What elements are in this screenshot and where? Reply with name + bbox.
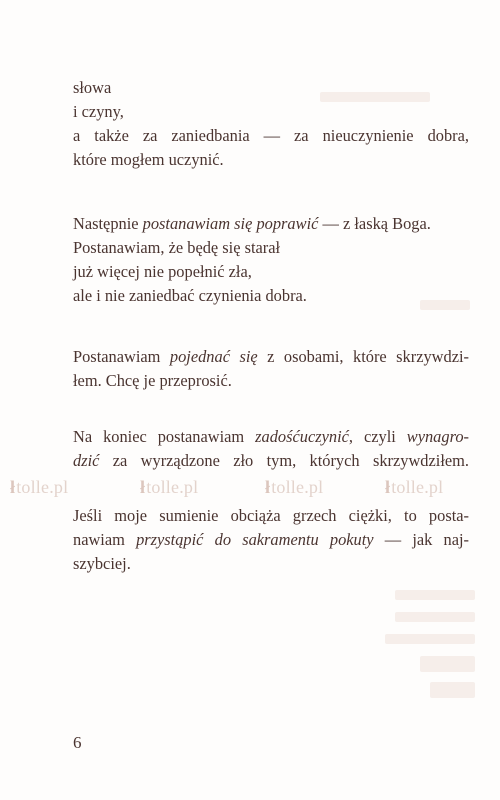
ghost-text <box>385 634 475 644</box>
text-line <box>73 148 469 172</box>
text-line <box>73 552 469 576</box>
text-run: Jeśli moje sumienie obciąża grzech ciężki, to posta- <box>73 506 469 525</box>
text-run: Następnie <box>73 214 143 233</box>
ghost-text <box>395 590 475 600</box>
text-run: słowa <box>73 78 112 97</box>
text-line <box>73 449 469 473</box>
paragraph-2 <box>73 212 469 308</box>
text-run: szybciej. <box>73 554 131 573</box>
italic-text: zadośćuczynić <box>255 427 349 446</box>
text-line <box>73 345 469 369</box>
text-run: Postanawiam <box>73 347 170 366</box>
text-run: — z łaską Boga. <box>318 214 431 233</box>
text-line <box>73 260 469 284</box>
italic-text: przystąpić do sakramentu pokuty <box>136 530 374 549</box>
text-run: , czyli <box>348 427 407 446</box>
italic-text: postanawiam się poprawić <box>142 214 319 233</box>
text-run: — jak naj- <box>373 530 470 549</box>
watermark: łtolle.pl <box>10 477 69 497</box>
text-run: już więcej nie popełnić zła, <box>73 262 252 281</box>
text-run: i czyny, <box>73 102 124 121</box>
italic-text: pojednać się <box>169 347 258 366</box>
italic-text: dzić <box>73 451 100 470</box>
text-line <box>73 284 469 308</box>
text-run: Na koniec postanawiam <box>73 427 256 446</box>
text-line <box>73 76 469 100</box>
text-run: ale i nie zaniedbać czynienia dobra. <box>73 286 307 305</box>
text-line <box>73 212 469 236</box>
text-run: które mogłem uczynić. <box>73 150 224 169</box>
watermark: łtolle.pl <box>140 477 199 497</box>
text-line <box>73 100 469 124</box>
paragraph-3 <box>73 345 469 393</box>
watermark: łtolle.pl <box>385 477 444 497</box>
text-line <box>73 124 469 148</box>
paragraph-5 <box>73 504 469 576</box>
ghost-text <box>395 612 475 622</box>
text-run: za wyrządzone zło tym, których skrzywdziłem. <box>99 451 469 470</box>
text-run: nawiam <box>73 530 137 549</box>
text-line <box>73 236 469 260</box>
paragraph-1 <box>73 76 469 172</box>
ghost-text <box>430 682 475 698</box>
italic-text: wynagro- <box>406 427 469 446</box>
watermark: łtolle.pl <box>265 477 324 497</box>
text-run: Postanawiam, że będę się starał <box>73 238 281 257</box>
text-line <box>73 425 469 449</box>
text-run: łem. Chcę je przeprosić. <box>73 371 232 390</box>
text-run: a także za zaniedbania — za nieuczynienie dobra, <box>73 126 469 145</box>
text-run: z osobami, które skrzywdzi- <box>257 347 469 366</box>
text-line <box>73 504 469 528</box>
page-number: 6 <box>73 733 82 752</box>
text-line <box>73 369 469 393</box>
ghost-text <box>420 656 475 672</box>
text-line <box>73 528 469 552</box>
paragraph-4 <box>73 425 469 473</box>
